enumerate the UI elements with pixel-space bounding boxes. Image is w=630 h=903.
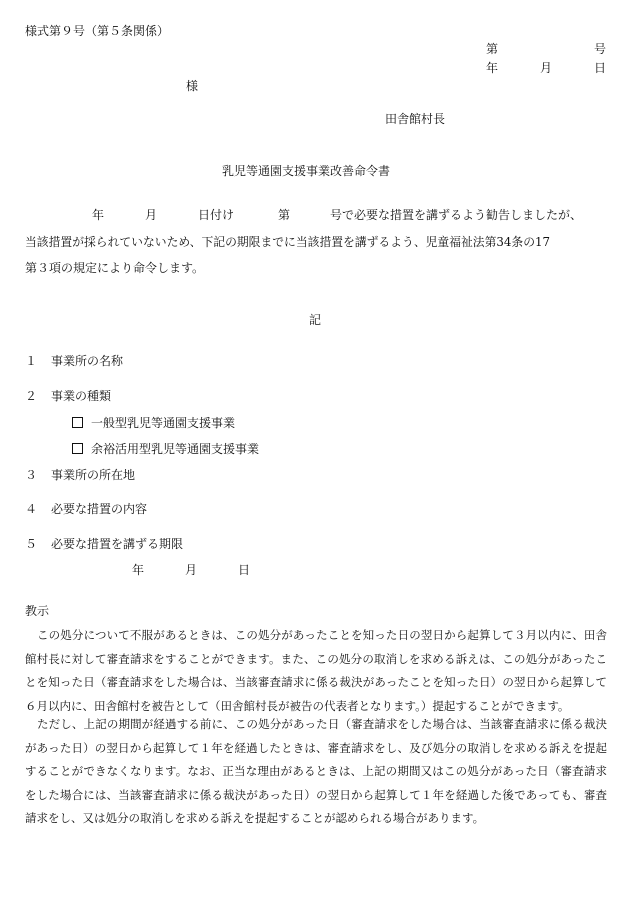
intro-month: 月 [145,208,158,222]
doc-number-prefix: 第 [486,42,499,56]
item-number: ４ [25,502,38,516]
item-1 [25,352,123,370]
date-month: 月 [540,61,553,75]
option-label: 一般型乳児等通園支援事業 [91,416,236,430]
document-title: 乳児等通園支援事業改善命令書 [222,164,391,178]
body-line-2: 当該措置が採られていないため、下記の期限までに当該措置を講ずるよう、児童福祉法第34条の17 [25,235,551,249]
item-label: 必要な措置を講ずる期限 [51,537,184,551]
checkbox-icon[interactable] [72,443,83,454]
item-2 [25,387,111,405]
date-year: 年 [486,61,499,75]
item-label: 事業所の名称 [51,354,124,368]
item-3 [25,466,135,484]
item-number: １ [25,354,38,368]
kyoji-paragraph-2: ただし、上記の期間が経過する前に、この処分があった日（審査請求をした場合は、当該審査請求に係る裁決があった日）の翌日から起算して１年を経過したときは、審査請求をし、及び処分の取消しを求める訴えを提起することができなくなります。なお、正当な理由があるときは、上記の期間又はこの処分があった日（審査請求をした場合には、当該審査請求に係る裁決があった日）の翌日から起算して１年を経過した後であっても、審査請求をし、又は処分の取消しを求める訴えを提起することが認められる場合があります。 [25,717,607,825]
option-label: 余裕活用型乳児等通園支援事業 [91,442,260,456]
form-number: 様式第９号（第５条関係） [25,24,170,38]
item-label: 必要な措置の内容 [51,502,148,516]
deadline-year: 年 [132,563,145,577]
kyoji-heading: 教示 [25,604,50,618]
kyoji-paragraph-1: この処分について不服があるときは、この処分があったことを知った日の翌日から起算して３月以内に、田舎館村長に対して審査請求をすることができます。また、この処分の取消しを求める訴えは、この処分があったことを知った日（審査請求をした場合は、当該審査請求に係る裁決があったことを知った日）の翌日から起算して６月以内に、田舎館村を被告として（田舎館村長が被告の代表者となります。）提起することができます。 [25,628,607,713]
option-general [72,414,235,432]
intro-year: 年 [92,208,105,222]
intro-day: 日付け [198,208,235,222]
body-line-3: 第３項の規定により命令します。 [25,261,205,275]
checkbox-icon[interactable] [72,417,83,428]
item-5 [25,535,183,553]
item-4 [25,500,147,518]
item-label: 事業所の所在地 [51,468,136,482]
item-number: ３ [25,468,38,482]
option-surplus [72,440,259,458]
deadline-month: 月 [185,563,198,577]
doc-number-suffix: 号 [594,42,607,56]
ki-heading: 記 [309,313,322,327]
deadline-day: 日 [238,563,251,577]
intro-rest: 号で必要な措置を講ずるよう勧告しましたが、 [330,208,583,222]
item-number: ２ [25,389,38,403]
date-day: 日 [594,61,607,75]
addressee-suffix: 様 [186,79,199,93]
issuer: 田舎館村長 [385,112,446,126]
intro-no: 第 [278,208,291,222]
item-number: ５ [25,537,38,551]
item-label: 事業の種類 [51,389,112,403]
